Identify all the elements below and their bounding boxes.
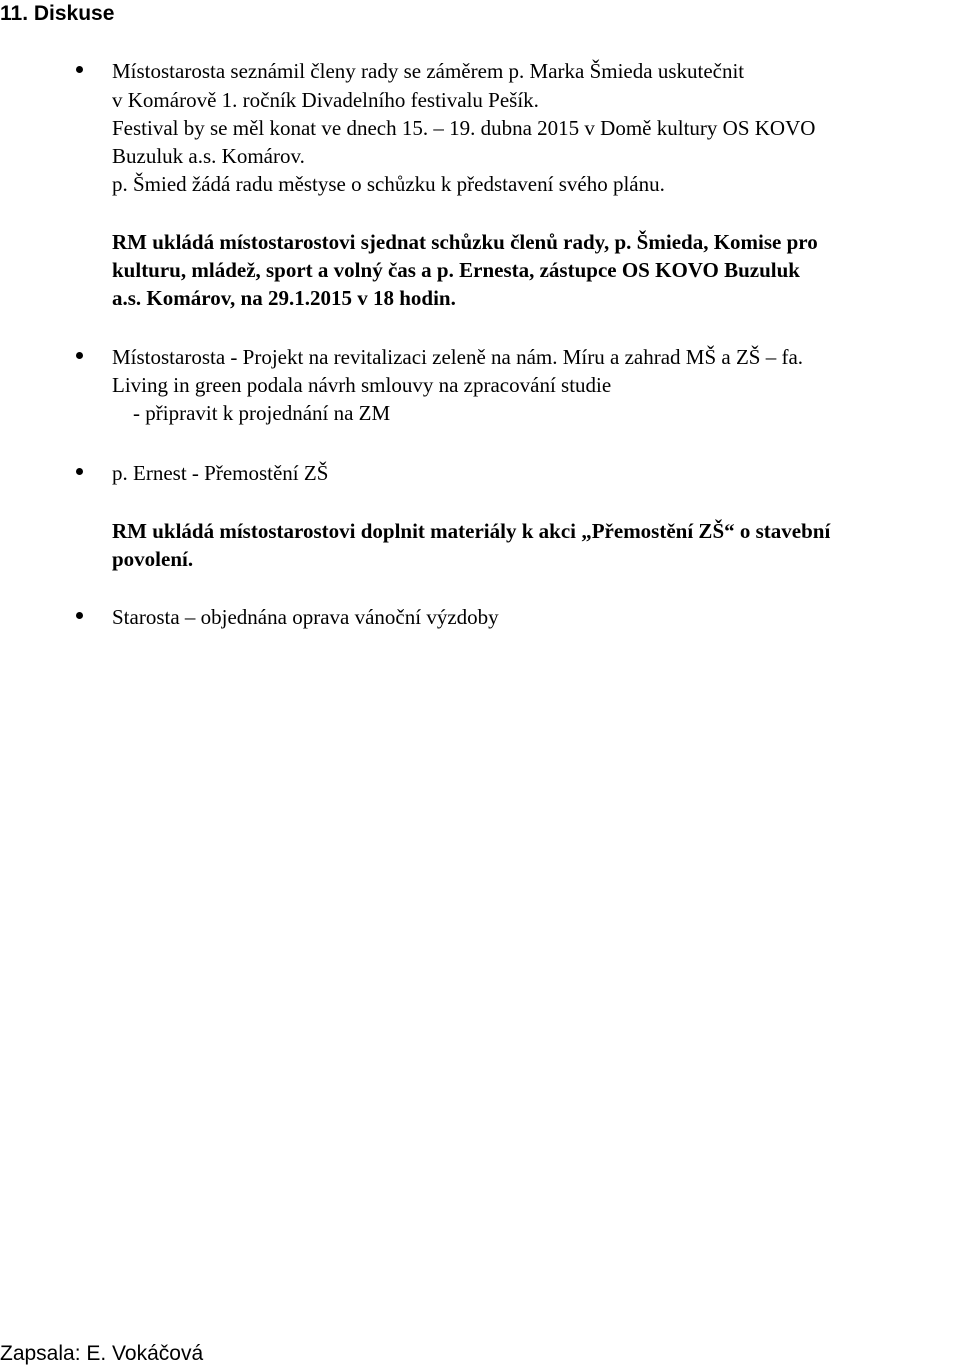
bullet-icon — [76, 66, 83, 73]
item1-resolution-1: RM ukládá místostarostovi sjednat schůzku členů rady, p. Šmieda, Komise pro — [112, 230, 818, 254]
section-heading: 11. Diskuse — [0, 2, 115, 25]
item1-line-1: Místostarosta seznámil členy rady se záměrem p. Marka Šmieda uskutečnit — [112, 59, 745, 83]
item2-line-3: - připravit k projednání na ZM — [112, 401, 391, 425]
item2-line-1: Místostarosta - Projekt na revitalizaci zeleně na nám. Míru a zahrad MŠ a ZŠ – fa. — [112, 345, 804, 369]
item3-line: p. Ernest - Přemostění ZŠ — [112, 461, 329, 485]
bullet-icon — [76, 612, 83, 619]
footer-recorded-by: Zapsala: E. Vokáčová — [0, 1342, 204, 1365]
bullet-icon — [76, 352, 83, 359]
item3-resolution-2: povolení. — [112, 547, 194, 571]
item1-line-2: v Komárově 1. ročník Divadelního festivalu Pešík. — [112, 88, 539, 112]
item1-resolution-3: a.s. Komárov, na 29.1.2015 v 18 hodin. — [112, 286, 456, 310]
bullet-icon — [76, 468, 83, 475]
item1-line-3: Festival by se měl konat ve dnech 15. – 19. dubna 2015 v Domě kultury OS KOVO — [112, 116, 816, 140]
item1-line-4: Buzuluk a.s. Komárov. — [112, 144, 305, 168]
item1-line-5: p. Šmied žádá radu městyse o schůzku k představení svého plánu. — [112, 172, 665, 196]
item2-line-2: Living in green podala návrh smlouvy na zpracování studie — [112, 373, 612, 397]
item3-resolution-1: RM ukládá místostarostovi doplnit materiály k akci „Přemostění ZŠ“ o stavební — [112, 519, 831, 543]
item4-line: Starosta – objednána oprava vánoční výzdoby — [112, 605, 499, 629]
item1-resolution-2: kulturu, mládež, sport a volný čas a p. Ernesta, zástupce OS KOVO Buzuluk — [112, 258, 800, 282]
